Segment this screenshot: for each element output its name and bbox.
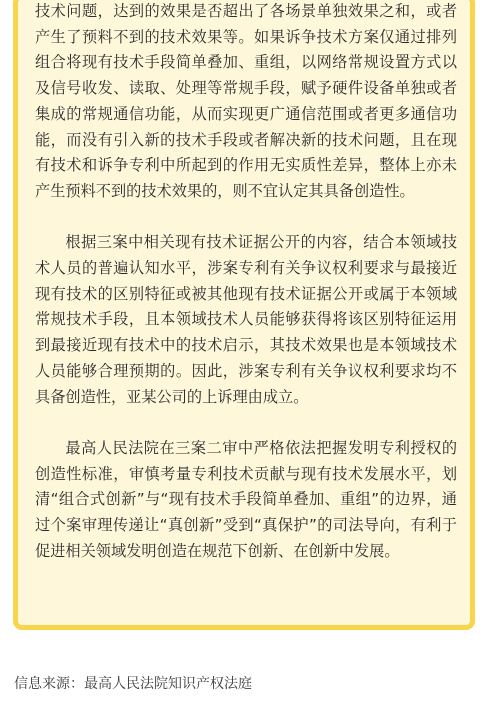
- source-note: 信息来源：最高人民法院知识产权法庭: [14, 676, 252, 692]
- article-paragraph-2: 根据三案中相关现有技术证据公开的内容，结合本领域技术人员的普遍认知水平，涉案专利有关争议权利要求与最接近现有技术的区别特征或被其他现有技术证据公开或属于本领域常规技术手段，且本领域技术人员能够获得将该区别特征运用到最接近现有技术中的技术启示，其技术效果也是本领域技术人员能够合理预期的。因此，涉案专利有关争议权利要求均不具备创造性，亚某公司的上诉理由成立。: [35, 233, 457, 406]
- article-card: [13, 0, 475, 630]
- article-paragraph-1: 技术问题，达到的效果是否超出了各场景单独效果之和，或者产生了预料不到的技术效果等。如果诉争技术方案仅通过排列组合将现有技术手段简单叠加、重组，以网络常规设置方式以及信号收发、读取、处理等常规手段，赋予硬件设备单独或者集成的常规通信功能，从而实现更广通信范围或者更多通信功能，而没有引入新的技术手段或者解决新的技术问题，且在现有技术和诉争专利中所起到的作用无实质性差异，整体上亦未产生预料不到的技术效果的，则不宜认定其具备创造性。: [35, 2, 457, 200]
- article-body: [35, 0, 457, 564]
- article-paragraph-3: 最高人民法院在三案二审中严格依法把握发明专利授权的创造性标准，审慎考量专利技术贡献与现有技术发展水平，划清“组合式创新”与“现有技术手段简单叠加、重组”的边界，通过个案审理传递让“真创新”受到“真保护”的司法导向，有利于促进相关领域发明创造在规范下创新、在创新中发展。: [35, 438, 457, 560]
